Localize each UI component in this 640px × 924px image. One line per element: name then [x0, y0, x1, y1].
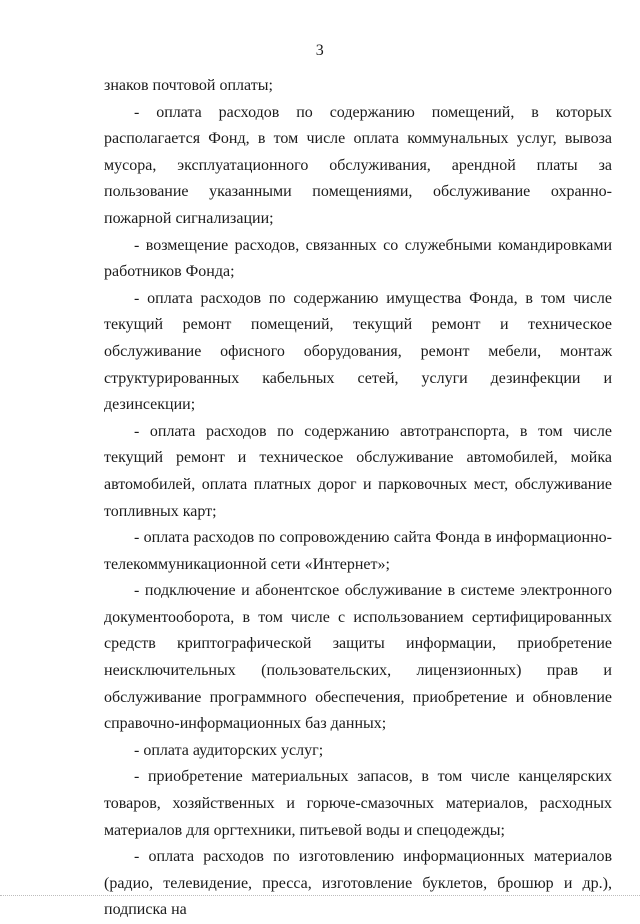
document-body — [104, 73, 612, 924]
paragraph-premises-expenses: - оплата расходов по содержанию помещений, в которых располагается Фонд, в том числе оплата коммунальных услуг, вывоза мусора, эксплуатационного обслуживания, арендной платы за пользование указанными помещениями, обслуживание охранно-пожарной сигнализации; — [104, 103, 612, 227]
page-bottom-divider — [0, 895, 640, 896]
paragraph-continuation: знаков почтовой оплаты; — [104, 77, 273, 94]
paragraph-edm-subscription: - подключение и абонентское обслуживание в системе электронного документооборота, в том числе с использованием сертифицированных средств криптографической защиты информации, приобретение неисключительных (пользовательских, лицензионных) прав и обслуживание программного обеспечения, приобретение и обновление справочно-информационных баз данных; — [104, 582, 612, 733]
paragraph-material-supplies: - приобретение материальных запасов, в том числе канцелярских товаров, хозяйственных и горюче-смазочных материалов, расходных материалов для оргтехники, питьевой воды и спецодежды; — [104, 768, 612, 839]
paragraph-audit-services: - оплата аудиторских услуг; — [134, 741, 324, 759]
page-number: 3 — [315, 42, 325, 59]
paragraph-website-support: - оплата расходов по сопровождению сайта Фонда в информационно-телекоммуникационной сети «Интернет»; — [104, 529, 612, 573]
paragraph-property-maintenance: - оплата расходов по содержанию имущества Фонда, в том числе текущий ремонт помещений, текущий ремонт и техническое обслуживание офисного оборудования, ремонт мебели, монтаж структурированных кабельных сетей, услуги дезинфекции и дезинсекции; — [104, 289, 612, 414]
paragraph-travel-expenses: - возмещение расходов, связанных со служебными командировками работников Фонда; — [104, 236, 612, 281]
paragraph-vehicle-expenses: - оплата расходов по содержанию автотранспорта, в том числе текущий ремонт и техническое обслуживание автомобилей, мойка автомобилей, оплата платных дорог и парковочных мест, обслуживание топливных карт; — [104, 422, 612, 520]
paragraph-information-materials: - оплата расходов по изготовлению информационных материалов (радио, телевидение, пресса, изготовление буклетов, брошюр и др.), подписка на — [104, 848, 612, 919]
